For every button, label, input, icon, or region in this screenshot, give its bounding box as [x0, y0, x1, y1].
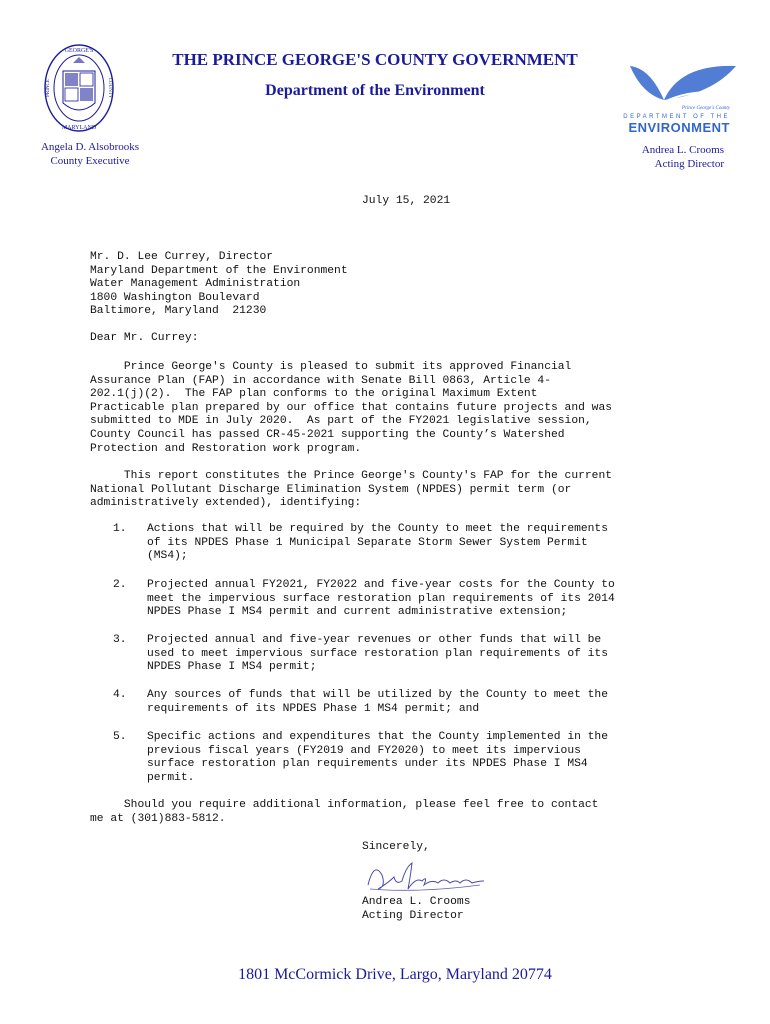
list-text: Any sources of funds that will be utilized by the County to meet the requirements of its NPDES Phase 1 MS4 permit; and [147, 689, 608, 715]
address-line: 1800 Washington Boulevard [90, 291, 260, 304]
list-text: Specific actions and expenditures that the County implemented in the previous fiscal years (FY2019 and FY2020) to meet its impervious surface restoration plan requirements under its NPDES Phase I MS4 permit. [147, 731, 608, 784]
department-title: Department of the Environment [265, 82, 485, 99]
executive-title: County Executive [50, 155, 130, 167]
closing: Sincerely, [362, 841, 430, 853]
list-number: 5. [113, 731, 127, 743]
director-name: Andrea L. Crooms [641, 144, 724, 156]
director-block [600, 143, 724, 171]
body-paragraph: Prince George's County is pleased to submit its approved Financial Assurance Plan (FAP) in accordance with Senate Bill 0863, Article 4- 202.1(j)(2). The FAP plan conforms to the original Maximum Extent Practicable plan prepared by our office that contains future projects and was submitted to MDE in July 2020. As part of the FY2021 legislative session, County Council has passed CR-45-2021 supporting the County’s Watershed Protection and Restoration work program. [90, 361, 613, 455]
list-number: 1. [113, 523, 127, 535]
list-text: Projected annual and five-year revenues or other funds that will be used to meet impervious surface restoration plan requirements of its NPDES Phase I MS4 permit; [147, 634, 608, 674]
env-logo-dept-text: DEPARTMENT OF THE [623, 114, 730, 120]
list-number: 2. [113, 579, 127, 591]
list-text: Actions that will be required by the County to meet the requirements of its NPDES Phase 1 Municipal Separate Storm Sewer System Permit (MS4); [147, 523, 608, 563]
address-line: Baltimore, Maryland 21230 [90, 305, 267, 318]
address-line: Water Management Administration [90, 278, 301, 291]
county-executive-block [30, 140, 150, 168]
body-paragraph: Should you require additional information, please feel free to contact me at (301)883-5812. [90, 799, 599, 825]
signer-name: Andrea L. Crooms [362, 896, 471, 908]
seal-left-text: PRINCE [46, 79, 51, 97]
seal-bottom-text: MARYLAND [61, 125, 97, 131]
signature-block [362, 896, 470, 923]
county-seal-icon [43, 43, 115, 133]
executive-name: Angela D. Alsobrooks [40, 141, 140, 153]
body-paragraph: This report constitutes the Prince George's County's FAP for the current National Pollutant Discharge Elimination System (NPDES) permit term (or administratively extended), identifying: [90, 470, 613, 510]
list-text: Projected annual FY2021, FY2022 and five-year costs for the County to meet the impervious surface restoration plan requirements of its 2014 NPDES Phase I MS4 permit and current administrative extension; [147, 579, 615, 619]
env-logo-county-text: Prince George's County [681, 106, 730, 111]
address-line: Maryland Department of the Environment [90, 264, 348, 277]
list-number: 3. [113, 634, 127, 646]
footer-address: 1801 McCormick Drive, Largo, Maryland 20774 [238, 966, 552, 983]
address-line: Mr. D. Lee Currey, Director [90, 251, 274, 263]
handwritten-signature [360, 855, 490, 899]
recipient-address [90, 251, 348, 319]
env-logo-word: ENVIRONMENT [628, 120, 730, 135]
government-title: THE PRINCE GEORGE'S COUNTY GOVERNMENT [172, 50, 578, 69]
seal-right-text: COUNTY [107, 77, 112, 99]
salutation: Dear Mr. Currey: [90, 332, 199, 344]
letter-date: July 15, 2021 [362, 195, 451, 207]
seal-top-text: GEORGE'S [64, 48, 94, 54]
director-title: Acting Director [654, 158, 724, 170]
list-number: 4. [113, 689, 127, 701]
signer-title: Acting Director [362, 909, 464, 922]
